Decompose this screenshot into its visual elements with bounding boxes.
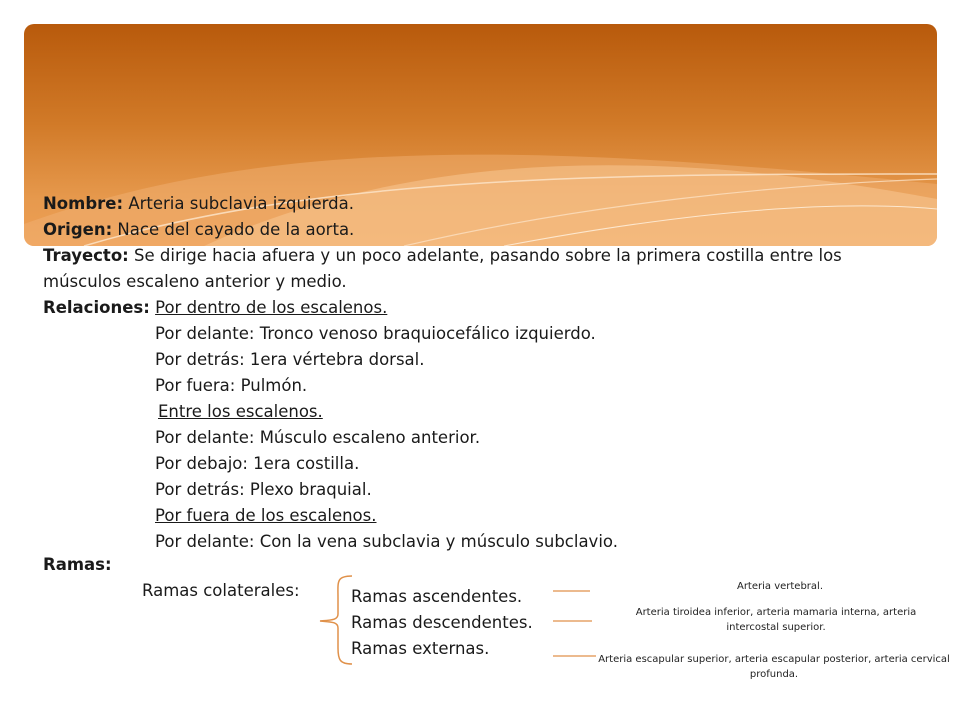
- relacion-item: Por delante: Músculo escaleno anterior.: [155, 428, 481, 447]
- trayecto-value: Se dirige hacia afuera y un poco adelante, pasando sobre la primera costilla entre los: [134, 246, 842, 265]
- origen-value: Nace del cayado de la aorta.: [117, 220, 355, 239]
- dentro-title: Por dentro de los escalenos.: [155, 298, 388, 317]
- rama-tipo: Ramas ascendentes.: [351, 587, 523, 606]
- relacion-item: Por delante: Con la vena subclavia y músculo subclavio.: [155, 532, 618, 551]
- relacion-item: Por detrás: 1era vértebra dorsal.: [155, 350, 425, 369]
- trayecto-label: Trayecto:: [43, 246, 129, 265]
- rama-tipo: Ramas descendentes.: [351, 613, 533, 632]
- nombre-value: Arteria subclavia izquierda.: [128, 194, 354, 213]
- rama-detalle: Arteria vertebral.: [736, 581, 824, 592]
- ramas-colaterales: Ramas colaterales:: [142, 581, 300, 600]
- trayecto-cont: músculos escaleno anterior y medio.: [43, 272, 347, 291]
- rama-detalle: Arteria escapular superior, arteria escapular posterior, arteria cervical profunda.: [598, 654, 950, 680]
- relaciones-label: Relaciones:: [43, 298, 150, 317]
- relacion-item: Por detrás: Plexo braquial.: [155, 480, 372, 499]
- relacion-item: Por delante: Tronco venoso braquiocefálico izquierdo.: [155, 324, 596, 343]
- rama-detalle: Arteria tiroidea inferior, arteria mamaria interna, arteria intercostal superior.: [635, 607, 917, 633]
- fuera-title: Por fuera de los escalenos.: [155, 506, 377, 525]
- origen-label: Origen:: [43, 220, 113, 239]
- relacion-item: Por debajo: 1era costilla.: [155, 454, 360, 473]
- ramas-label: Ramas:: [43, 555, 112, 574]
- relacion-item: Por fuera: Pulmón.: [155, 376, 308, 395]
- nombre-label: Nombre:: [43, 194, 124, 213]
- rama-tipo: Ramas externas.: [351, 639, 490, 658]
- entre-title: Entre los escalenos.: [158, 402, 323, 421]
